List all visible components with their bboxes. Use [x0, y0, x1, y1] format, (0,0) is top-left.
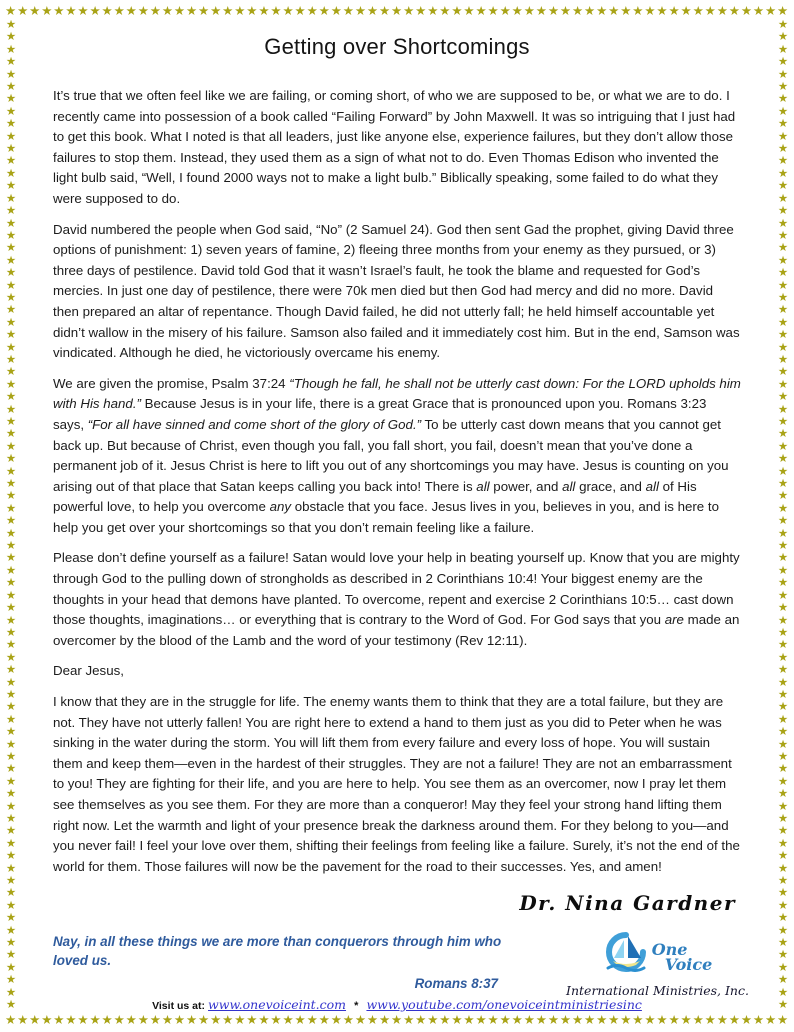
page-title: Getting over Shortcomings: [264, 34, 530, 59]
verse-block: [53, 932, 508, 993]
sailboat-icon: [603, 932, 649, 981]
verse-reference: Romans 8:37: [414, 976, 498, 991]
prayer-body: I know that they are in the struggle for life. The enemy wants them to think that they are a total failure, but they are not. They have not utterly fallen! You are right here to extend a hand to them just as you did to Peter when he was sinking in the water during the storm. You will lift them from every failure and every loss of hope. You will sustain them and keep them—even in the hardest of their struggles. They are not a failure! They are not an embarrassment to you! They are fighting for their life, and you are here to help. You see them as an overcomer, now I pray let them see themselves as you see them. For they are more than a conqueror! May they feel your strong hand lifting them right now. Let the warmth and light of your presence break the darkness around them. For they belong to you—and you never fail! I feel your love over them, shifting their feelings from feeling like a failure. Surely, it’s not the end of the world for them. Those failures will now be the pavement for the road to their successes. Yes, and amen!: [53, 694, 740, 874]
paragraph-promise: We are given the promise, Psalm 37:24 “Though he fall, he shall not be utterly cast down: For the LORD upholds him with His hand.” Because Jesus is in your life, there is a great Grace that is pronounced upon you. Romans 3:23 says, “For all have sinned and come short of the glory of God.” To be utterly cast down means that you cannot get back up. But because of Christ, even though you fall, you fall short, you fail, doesn’t mean that you’ve done a permanent job of it. Jesus Christ is here to lift you out of any shortcomings you may have. Jesus is counting on you arising out of that place that Satan keeps calling you back into! There is all power, and all grace, and all of His powerful love, to help you overcome any obstacle that you face. Jesus lives in you, believes in you, and is here to help you get over your shortcomings so that you don’t remain feeling like a failure.: [53, 375, 741, 535]
prayer-salutation: Dear Jesus,: [53, 663, 124, 679]
document-body: [53, 28, 741, 890]
logo-word-one: One: [651, 939, 688, 959]
one-voice-logo: [555, 932, 760, 998]
signature: Dr. Nina Gardner: [519, 891, 736, 915]
footer: [0, 997, 794, 1012]
paragraph-overcomer: Please don’t define yourself as a failure! Satan would love your help in beating yourself up. Know that you are mighty through God to the pulling down of strongholds as described in 2 Corinthians 10:4! Your biggest enemy are the thoughts in your head that demons have planted. To overcome, repent and exercise 2 Corinthians 10:5… cast down those thoughts, imaginations… or everything that is contrary to the Word of God. For God says that you are made an overcomer by the blood of the Lamb and the word of your testimony (Rev 12:11).: [53, 550, 740, 648]
paragraph-intro: It’s true that we often feel like we are failing, or coming short, of who we are supposed to be, or what we are to do. I recently came into possession of a book called “Failing Forward” by John Maxwell. It was so intriguing that I just had to get this book. What I noted is that all leaders, just like anyone else, experience failures, but they don’t allow those failures to stop them. Instead, they used them as a sign of what not to do. Even Thomas Edison who invented the light bulb said, “Well, I found 2000 ways not to make a light bulb.” Biblically speaking, some failed to do what they were supposed to do.: [53, 88, 736, 206]
link-separator: *: [354, 1000, 359, 1012]
paragraph-david: David numbered the people when God said, “No” (2 Samuel 24). God then sent Gad the prophet, giving David three options of punishment: 1) seven years of famine, 2) fleeing three months from your enemy as they pursued, or 3) three days of pestilence. David told God that it wasn’t Israel’s fault, he took the blame and requested for God’s mercies. In just one day of pestilence, there were 70k men died but then God had mercy and did no more. David then prepared an altar of repentance. Though David failed, he did not utterly fall; he held himself accountable yet didn’t wallow in the misery of his failure. Samson also failed and it immediately cost him. But in the end, Samson was vindicated. Although he died, he victoriously overcame his enemy.: [53, 221, 740, 361]
star-border-bottom: ★ ★ ★ ★ ★ ★ ★ ★ ★ ★ ★ ★ ★ ★ ★ ★ ★ ★ ★ ★ ★ ★ ★ ★ ★ ★ ★ ★ ★ ★ ★ ★ ★ ★ ★ ★ ★ ★ ★ ★ ★ ★ ★ ★ ★ ★ ★ ★ ★ ★ ★ ★ ★ ★ ★ ★ ★ ★ ★ ★ ★ ★ ★ ★ ★: [5, 1013, 789, 1027]
logo-wordmark: [651, 939, 713, 974]
star-border-top: ★ ★ ★ ★ ★ ★ ★ ★ ★ ★ ★ ★ ★ ★ ★ ★ ★ ★ ★ ★ ★ ★ ★ ★ ★ ★ ★ ★ ★ ★ ★ ★ ★ ★ ★ ★ ★ ★ ★ ★ ★ ★ ★ ★ ★ ★ ★ ★ ★ ★ ★ ★ ★ ★ ★ ★ ★ ★ ★ ★ ★ ★ ★ ★ ★: [5, 4, 789, 18]
ministries-label: International Ministries, Inc.: [566, 983, 749, 998]
visit-us-label: Visit us at:: [152, 1000, 205, 1012]
website-link[interactable]: www.onevoiceint.com: [208, 997, 347, 1012]
youtube-link[interactable]: www.youtube.com/onevoiceintministriesinc: [366, 997, 642, 1012]
logo-word-voice: Voice: [664, 954, 713, 974]
star-border-right: ★ ★ ★ ★ ★ ★ ★ ★ ★ ★ ★ ★ ★ ★ ★ ★ ★ ★ ★ ★ ★ ★ ★ ★ ★ ★ ★ ★ ★ ★ ★ ★ ★ ★ ★ ★ ★ ★ ★ ★ ★ ★ ★ ★ ★ ★ ★ ★ ★ ★ ★ ★ ★ ★ ★ ★ ★ ★ ★ ★ ★ ★ ★ ★ ★ ★ ★ ★ ★ ★ ★ ★ ★ ★ ★ ★ ★ ★ ★ ★: [777, 20, 789, 1012]
verse-quote: Nay, in all these things we are more than conquerors through him who loved us.: [53, 934, 502, 968]
star-border-left: ★ ★ ★ ★ ★ ★ ★ ★ ★ ★ ★ ★ ★ ★ ★ ★ ★ ★ ★ ★ ★ ★ ★ ★ ★ ★ ★ ★ ★ ★ ★ ★ ★ ★ ★ ★ ★ ★ ★ ★ ★ ★ ★ ★ ★ ★ ★ ★ ★ ★ ★ ★ ★ ★ ★ ★ ★ ★ ★ ★ ★ ★ ★ ★ ★ ★ ★ ★ ★ ★ ★ ★ ★ ★ ★ ★ ★ ★ ★ ★: [5, 20, 17, 1012]
